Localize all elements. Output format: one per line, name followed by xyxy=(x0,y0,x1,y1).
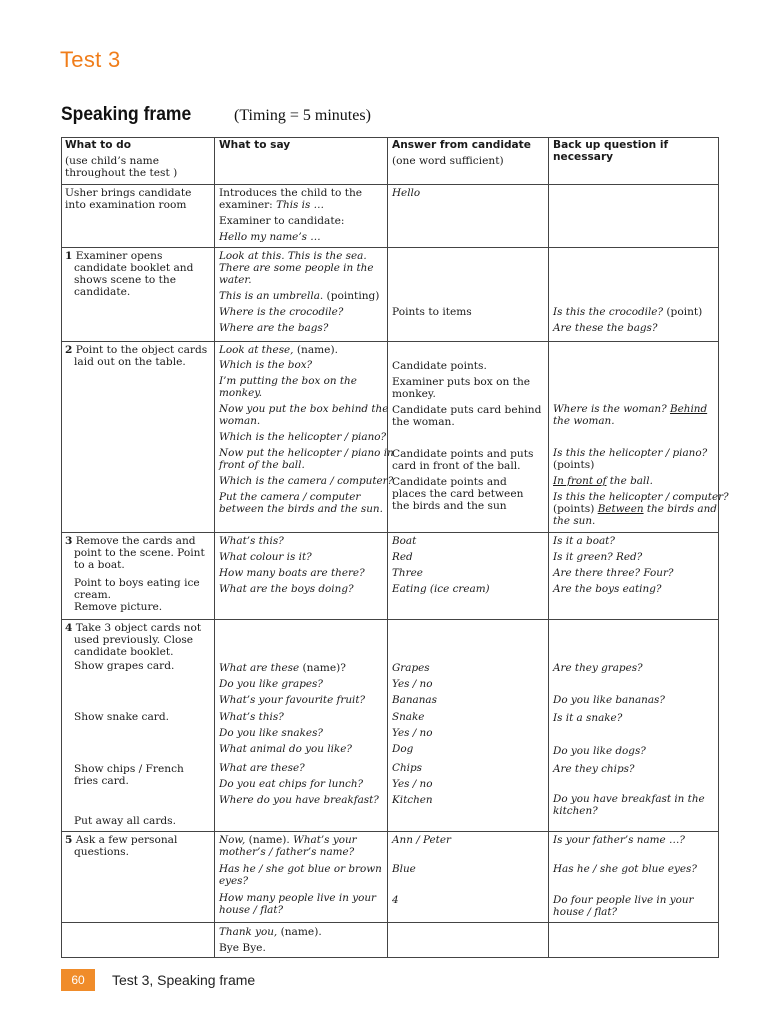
row-divider xyxy=(61,532,719,533)
cell-text: eyes? xyxy=(219,875,249,887)
text-span: (point) xyxy=(663,306,703,318)
cell-text: mother’s / father’s name? xyxy=(219,846,355,858)
cell-text: shows scene to the xyxy=(74,274,176,286)
cell-text: Examiner to candidate: xyxy=(219,215,345,227)
cell-text: Do you like snakes? xyxy=(219,727,323,739)
cell-text: Which is the camera / computer? xyxy=(219,475,394,487)
cell-text: Boat xyxy=(392,535,417,547)
cell-text: fries card. xyxy=(74,775,129,787)
cell-text: Snake xyxy=(392,711,425,723)
cell-text: Now you put the box behind the xyxy=(219,403,389,415)
row-divider xyxy=(61,247,719,248)
cell-text: Usher brings candidate xyxy=(65,187,192,199)
cell-text: Are they chips? xyxy=(553,763,635,775)
cell-text: Hello xyxy=(392,187,421,199)
cell-text: candidate booklet. xyxy=(74,646,174,658)
cell-text: Yes / no xyxy=(392,778,433,790)
cell-text: Is it green? Red? xyxy=(553,551,643,563)
cell-text xyxy=(553,504,717,516)
text-span: (name). xyxy=(245,834,294,846)
cell-text: Eating (ice cream) xyxy=(392,583,490,595)
cell-text: Points to items xyxy=(392,306,472,318)
text-span: Take 3 object cards not xyxy=(75,622,202,634)
text-span: Examiner opens xyxy=(75,250,163,262)
text-span: Thank you, xyxy=(219,926,278,938)
cell-text xyxy=(219,345,338,357)
column-subheader: throughout the test ) xyxy=(65,167,178,179)
text-span: Where is the woman? xyxy=(553,403,670,415)
cell-text: Dog xyxy=(392,743,414,755)
cell-text: into examination room xyxy=(65,199,187,211)
cell-text: What’s this? xyxy=(219,711,284,723)
row-divider xyxy=(61,619,719,620)
cell-text: Now put the helicopter / piano in xyxy=(219,447,394,459)
text-span: In front of xyxy=(553,475,607,487)
cell-text: point to the scene. Point xyxy=(74,547,205,559)
cell-text: laid out on the table. xyxy=(74,356,186,368)
test-title: Test 3 xyxy=(60,47,121,72)
cell-text: Is it a boat? xyxy=(553,535,615,547)
timing-note: (Timing = 5 minutes) xyxy=(234,107,371,124)
cell-text: woman. xyxy=(219,415,261,427)
cell-text: Red xyxy=(392,551,413,563)
cell-text xyxy=(219,927,322,939)
cell-text: places the card between xyxy=(392,488,524,500)
cell-text: cream. xyxy=(74,589,111,601)
text-span: (name). xyxy=(293,344,338,356)
cell-text: the woman. xyxy=(553,415,615,427)
step-number: 5 xyxy=(65,834,73,846)
step-number: 4 xyxy=(65,622,73,634)
cell-text: (points) xyxy=(553,459,595,471)
row-divider xyxy=(61,184,719,185)
cell-text: Are there three? Four? xyxy=(553,567,674,579)
cell-text: How many boats are there? xyxy=(219,567,365,579)
cell-text: Hello my name’s … xyxy=(219,231,321,243)
cell-text: Remove picture. xyxy=(74,601,163,613)
text-span: What’s your xyxy=(293,834,357,846)
text-span: What are these xyxy=(219,662,300,674)
text-span: Look at these, xyxy=(219,344,294,356)
footer-text: Test 3, Speaking frame xyxy=(112,972,256,988)
cell-text: candidate. xyxy=(74,286,131,298)
cell-text: Show snake card. xyxy=(74,711,169,723)
cell-text: Is it a snake? xyxy=(553,712,623,724)
cell-text: water. xyxy=(219,274,252,286)
cell-text: 4 xyxy=(392,894,399,906)
cell-text xyxy=(65,623,201,635)
speaking-frame-table xyxy=(61,137,729,958)
cell-text: Blue xyxy=(392,863,416,875)
cell-text: What’s your favourite fruit? xyxy=(219,694,366,706)
cell-text: Where do you have breakfast? xyxy=(219,794,379,806)
row-divider xyxy=(61,831,719,832)
cell-text xyxy=(65,345,207,357)
text-span: (pointing) xyxy=(323,290,380,302)
cell-text xyxy=(219,835,357,847)
cell-text: card in front of the ball. xyxy=(392,460,521,472)
cell-text: Where is the crocodile? xyxy=(219,306,344,318)
text-span: Behind xyxy=(669,403,708,415)
cell-text: Has he / she got blue eyes? xyxy=(553,863,697,875)
cell-text: Is your father’s name …? xyxy=(553,834,685,846)
cell-text: What are the boys doing? xyxy=(219,583,354,595)
cell-text: What’s this? xyxy=(219,535,284,547)
cell-text: Has he / she got blue or brown xyxy=(219,863,382,875)
cell-text: Do you like dogs? xyxy=(553,745,646,757)
cell-text: between the birds and the sun. xyxy=(219,503,383,515)
cell-text xyxy=(553,307,702,319)
cell-text: Put away all cards. xyxy=(74,815,176,827)
cell-text: Candidate points. xyxy=(392,360,487,372)
cell-text xyxy=(219,200,324,212)
cell-text: Show grapes card. xyxy=(74,660,175,672)
column-divider xyxy=(548,137,549,958)
cell-text: Candidate points and puts xyxy=(392,448,534,460)
text-span: Is this the crocodile? xyxy=(553,306,664,318)
text-span: This is an umbrella. xyxy=(219,290,324,302)
cell-text: Where are the bags? xyxy=(219,322,329,334)
text-span: Point to the object cards xyxy=(75,344,208,356)
cell-text: Do you have breakfast in the xyxy=(553,793,705,805)
cell-text: to a boat. xyxy=(74,559,125,571)
cell-text: Bananas xyxy=(392,694,437,706)
cell-text: Chips xyxy=(392,762,422,774)
cell-text: the woman. xyxy=(392,416,455,428)
text-span: (name)? xyxy=(299,662,346,674)
cell-text: kitchen? xyxy=(553,805,598,817)
cell-text: Put the camera / computer xyxy=(219,491,361,503)
cell-text: Show chips / French xyxy=(74,763,184,775)
cell-text: Which is the box? xyxy=(219,359,313,371)
column-header: What to do xyxy=(65,139,132,151)
cell-text: What are these? xyxy=(219,762,305,774)
text-span: Now, xyxy=(219,834,246,846)
cell-text: Yes / no xyxy=(392,727,433,739)
cell-text: Look at this. This is the sea. xyxy=(219,250,367,262)
cell-text: Examiner puts box on the xyxy=(392,376,531,388)
cell-text: the sun. xyxy=(553,515,596,527)
cell-text: questions. xyxy=(74,846,129,858)
column-header: Answer from candidate xyxy=(392,139,531,151)
cell-text: Are these the bags? xyxy=(553,322,658,334)
text-span: Remove the cards and xyxy=(75,535,196,547)
cell-text: monkey. xyxy=(219,387,263,399)
cell-text: Candidate points and xyxy=(392,476,507,488)
cell-text: candidate booklet and xyxy=(74,262,194,274)
cell-text xyxy=(219,663,346,675)
step-number: 2 xyxy=(65,344,73,356)
cell-text: Bye Bye. xyxy=(219,942,266,954)
cell-text: How many people live in your xyxy=(219,892,376,904)
cell-text: house / flat? xyxy=(553,906,618,918)
step-number: 1 xyxy=(65,250,73,262)
cell-text: house / flat? xyxy=(219,904,284,916)
cell-text: There are some people in the xyxy=(219,262,374,274)
column-divider xyxy=(214,137,215,958)
cell-text: Do you like bananas? xyxy=(553,694,665,706)
cell-text: Is this the helicopter / piano? xyxy=(553,447,708,459)
cell-text xyxy=(65,251,162,263)
text-span: the ball. xyxy=(606,475,653,487)
text-span: Ask a few personal xyxy=(75,834,178,846)
page-number-badge: 60 xyxy=(61,969,95,991)
cell-text: I’m putting the box on the xyxy=(219,375,357,387)
cell-text: Grapes xyxy=(392,662,430,674)
cell-text: Do you eat chips for lunch? xyxy=(219,778,364,790)
cell-text: Point to boys eating ice xyxy=(74,577,200,589)
cell-text: the birds and the sun xyxy=(392,500,507,512)
cell-text: Ann / Peter xyxy=(392,834,451,846)
cell-text: What colour is it? xyxy=(219,551,312,563)
cell-text: What animal do you like? xyxy=(219,743,352,755)
text-span: Between xyxy=(597,503,644,515)
frame-title: Speaking frame xyxy=(61,104,192,125)
cell-text: used previously. Close xyxy=(74,634,194,646)
column-header: necessary xyxy=(553,151,614,163)
text-span: examiner: xyxy=(219,199,277,211)
cell-text: Are the boys eating? xyxy=(553,583,662,595)
cell-text: Three xyxy=(392,567,423,579)
cell-text: front of the ball. xyxy=(219,459,305,471)
text-span: the birds and xyxy=(643,503,717,515)
cell-text xyxy=(219,291,379,303)
cell-text: Candidate puts card behind xyxy=(392,404,542,416)
column-subheader: (one word sufficient) xyxy=(392,155,504,167)
cell-text: Kitchen xyxy=(392,794,433,806)
column-divider xyxy=(387,137,388,958)
cell-text: Introduces the child to the xyxy=(219,187,363,199)
column-subheader: (use child’s name xyxy=(65,155,159,167)
cell-text xyxy=(65,536,196,548)
text-span: (points) xyxy=(553,503,598,515)
cell-text: Are they grapes? xyxy=(553,662,643,674)
text-span: (name). xyxy=(277,926,322,938)
cell-text: monkey. xyxy=(392,388,436,400)
column-header: What to say xyxy=(219,139,291,151)
row-divider xyxy=(61,922,719,923)
cell-text: Do you like grapes? xyxy=(219,678,323,690)
step-number: 3 xyxy=(65,535,73,547)
cell-text xyxy=(553,476,653,488)
column-header: Back up question if xyxy=(553,139,669,151)
cell-text: Do four people live in your xyxy=(553,894,694,906)
cell-text: Is this the helicopter / computer? xyxy=(553,491,729,503)
row-divider xyxy=(61,341,719,342)
cell-text xyxy=(65,835,177,847)
cell-text: Yes / no xyxy=(392,678,433,690)
cell-text: Which is the helicopter / piano? xyxy=(219,431,387,443)
cell-text xyxy=(553,404,707,416)
text-span: This is … xyxy=(276,199,325,211)
